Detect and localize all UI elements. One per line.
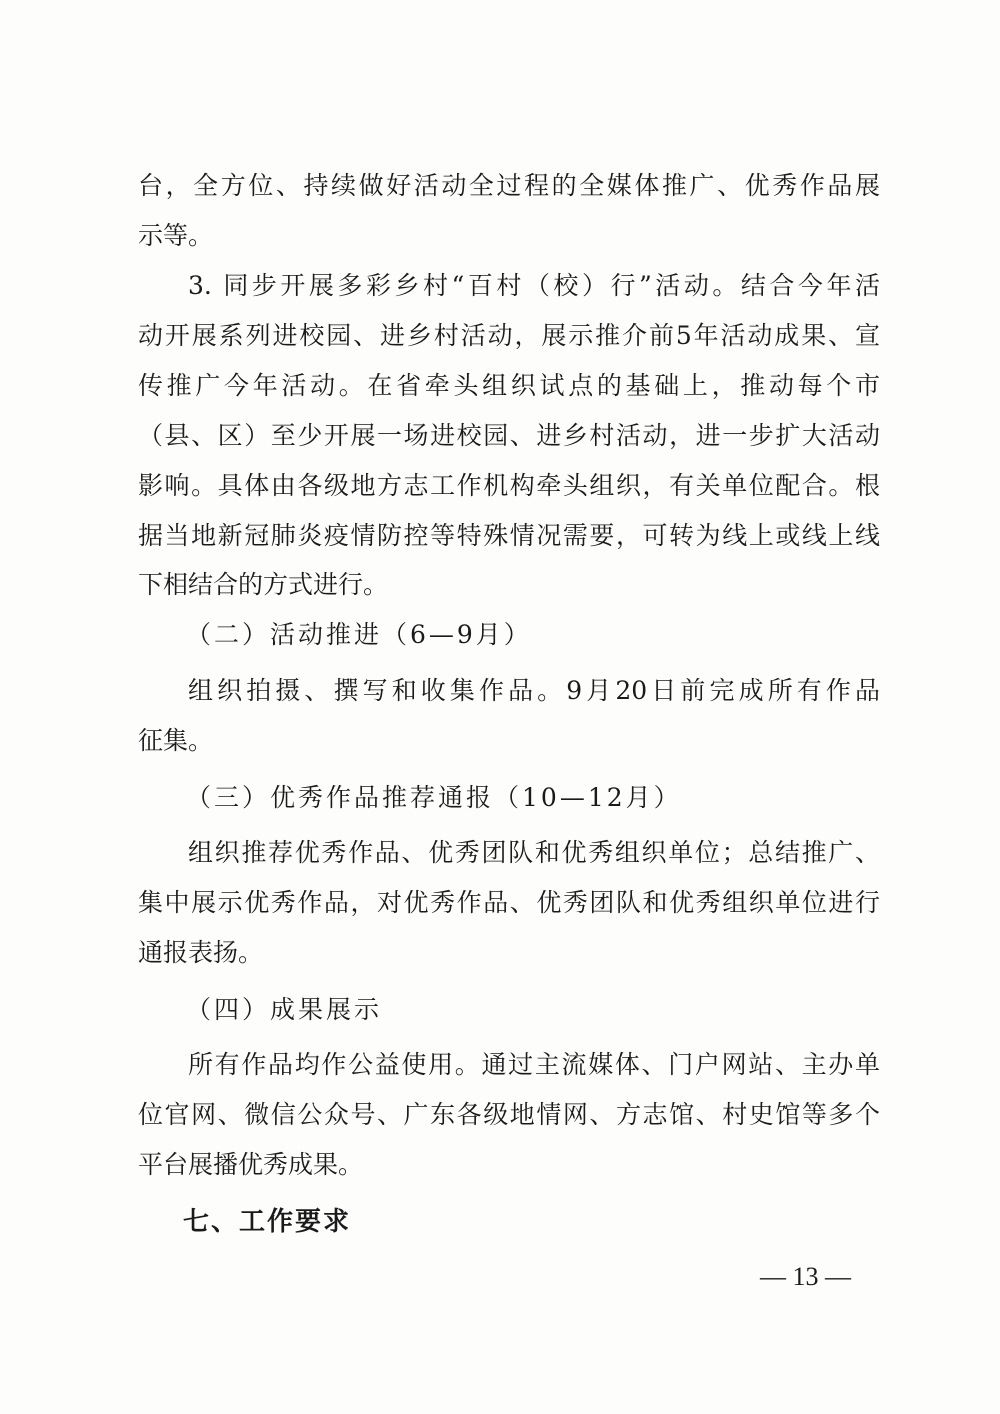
- paragraph-line: 组织拍摄、撰写和收集作品。9月20日前完成所有作品: [188, 676, 880, 705]
- paragraph-line: 集中展示优秀作品，对优秀作品、优秀团队和优秀组织单位进行: [138, 888, 880, 917]
- paragraph-line: 台，全方位、持续做好活动全过程的全媒体推广、优秀作品展: [138, 171, 880, 200]
- paragraph-line: 传推广今年活动。在省牵头组织试点的基础上，推动每个市: [138, 371, 880, 400]
- section-heading: （二）活动推进（6—9月）: [186, 620, 532, 649]
- section-heading: （四）成果展示: [186, 995, 383, 1024]
- paragraph-line: 示等。: [138, 221, 214, 250]
- paragraph-line: 影响。具体由各级地方志工作机构牵头组织，有关单位配合。根: [138, 471, 880, 500]
- page-number: — 13 —: [760, 1262, 851, 1291]
- paragraph-line: 动开展系列进校园、进乡村活动，展示推介前5年活动成果、宣: [138, 321, 880, 350]
- paragraph-line: 3. 同步开展多彩乡村“百村（校）行”活动。结合今年活: [188, 271, 880, 300]
- paragraph-line: 平台展播优秀成果。: [138, 1150, 364, 1179]
- paragraph-line: 通报表扬。: [138, 938, 264, 967]
- section-heading: （三）优秀作品推荐通报（10—12月）: [186, 783, 682, 812]
- paragraph-line: （县、区）至少开展一场进校园、进乡村活动，进一步扩大活动: [138, 421, 880, 450]
- paragraph-line: 组织推荐优秀作品、优秀团队和优秀组织单位；总结推广、: [188, 838, 880, 867]
- paragraph-line: 下相结合的方式进行。: [138, 570, 389, 599]
- paragraph-line: 征集。: [138, 726, 214, 755]
- paragraph-line: 所有作品均作公益使用。通过主流媒体、门户网站、主办单: [188, 1050, 880, 1079]
- chapter-heading: 七、工作要求: [183, 1207, 352, 1237]
- paragraph-line: 据当地新冠肺炎疫情防控等特殊情况需要，可转为线上或线上线: [138, 521, 880, 550]
- paragraph-line: 位官网、微信公众号、广东各级地情网、方志馆、村史馆等多个: [138, 1100, 880, 1129]
